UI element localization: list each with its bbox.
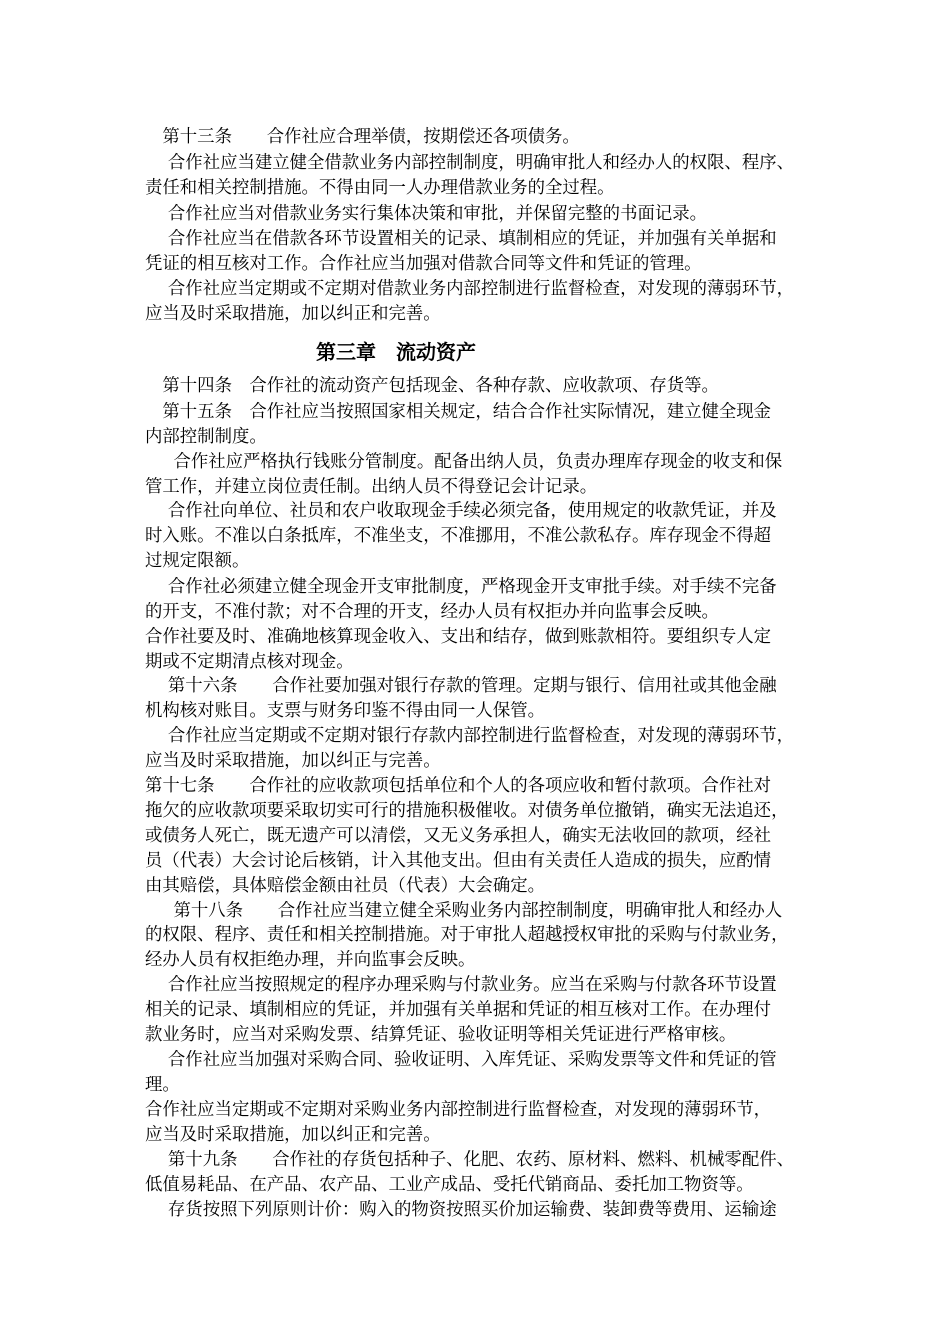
paragraph-line: 的权限、程序、责任和相关控制措施。对于审批人超越授权审批的采购与付款业务， <box>145 925 789 945</box>
paragraph-line: 第十三条 合作社应合理举债，按期偿还各项债务。 <box>145 127 580 147</box>
paragraph-line: 员（代表）大会讨论后核销，计入其他支出。但由有关责任人造成的损失，应酌情 <box>145 851 772 871</box>
paragraph-line: 合作社应当在借款各环节设置相关的记录、填制相应的凭证，并加强有关单据和 <box>145 229 777 249</box>
paragraph-line: 期或不定期清点核对现金。 <box>145 652 354 672</box>
paragraph-line: 时入账。不准以白条抵库，不准坐支，不准挪用，不准公款私存。库存现金不得超 <box>145 526 772 546</box>
paragraph-line: 应当及时采取措施，加以纠正与完善。 <box>145 751 441 771</box>
paragraph-line: 合作社应当按照规定的程序办理采购与付款业务。应当在采购与付款各环节设置 <box>145 975 777 995</box>
paragraph-line: 应当及时采取措施，加以纠正和完善。 <box>145 1125 441 1145</box>
paragraph-line: 凭证的相互核对工作。合作社应当加强对借款合同等文件和凭证的管理。 <box>145 254 702 274</box>
paragraph-line: 第十五条 合作社应当按照国家相关规定，结合合作社实际情况，建立健全现金 <box>145 402 772 422</box>
paragraph-line: 第十四条 合作社的流动资产包括现金、各种存款、应收款项、存货等。 <box>145 376 719 396</box>
paragraph-line: 拖欠的应收款项要采取切实可行的措施积极催收。对债务单位撤销，确实无法追还， <box>145 801 789 821</box>
paragraph-line: 合作社必须建立健全现金开支审批制度，严格现金开支审批手续。对手续不完备 <box>145 577 777 597</box>
paragraph-line: 合作社应严格执行钱账分管制度。配备出纳人员，负责办理库存现金的收支和保 <box>145 452 783 472</box>
paragraph-line: 合作社向单位、社员和农户收取现金手续必须完备，使用规定的收款凭证，并及 <box>145 501 777 521</box>
paragraph-line: 款业务时，应当对采购发票、结算凭证、验收证明等相关凭证进行严格审核。 <box>145 1025 737 1045</box>
paragraph-line: 第十九条 合作社的存货包括种子、化肥、农药、原材料、燃料、机械零配件、 <box>145 1150 794 1170</box>
paragraph-line: 合作社应当定期或不定期对采购业务内部控制进行监督检查，对发现的薄弱环节， <box>145 1100 772 1120</box>
paragraph-line: 管工作，并建立岗位责任制。出纳人员不得登记会计记录。 <box>145 477 598 497</box>
paragraph-line: 低值易耗品、在产品、农产品、工业产成品、受托代销商品、委托加工物资等。 <box>145 1175 754 1195</box>
paragraph-line: 第十七条 合作社的应收款项包括单位和个人的各项应收和暂付款项。合作社对 <box>145 776 772 796</box>
paragraph-line: 的开支，不准付款；对不合理的开支，经办人员有权拒办并向监事会反映。 <box>145 602 719 622</box>
paragraph-line: 合作社要及时、准确地核算现金收入、支出和结存，做到账款相符。要组织专人定 <box>145 627 772 647</box>
paragraph-line: 机构核对账目。支票与财务印鉴不得由同一人保管。 <box>145 701 545 721</box>
paragraph-line: 或债务人死亡，既无遗产可以清偿，又无义务承担人，确实无法收回的款项，经社 <box>145 826 772 846</box>
paragraph-line: 过规定限额。 <box>145 551 250 571</box>
paragraph-line: 理。 <box>145 1075 180 1095</box>
paragraph-line: 第十六条 合作社要加强对银行存款的管理。定期与银行、信用社或其他金融 <box>145 676 777 696</box>
paragraph-line: 第十八条 合作社应当建立健全采购业务内部控制制度，明确审批人和经办人 <box>145 901 783 921</box>
paragraph-line: 相关的记录、填制相应的凭证，并加强有关单据和凭证的相互核对工作。在办理付 <box>145 1000 772 1020</box>
paragraph-line: 责任和相关控制措施。不得由同一人办理借款业务的全过程。 <box>145 178 615 198</box>
paragraph-line: 合作社应当定期或不定期对银行存款内部控制进行监督检查，对发现的薄弱环节， <box>145 726 794 746</box>
paragraph-line: 存货按照下列原则计价：购入的物资按照买价加运输费、装卸费等费用、运输途 <box>145 1200 777 1220</box>
paragraph-line: 内部控制制度。 <box>145 427 267 447</box>
paragraph-line: 应当及时采取措施，加以纠正和完善。 <box>145 304 441 324</box>
paragraph-line: 合作社应当建立健全借款业务内部控制制度，明确审批人和经办人的权限、程序、 <box>145 153 794 173</box>
paragraph-line: 合作社应当加强对采购合同、验收证明、入库凭证、采购发票等文件和凭证的管 <box>145 1050 777 1070</box>
paragraph-line: 经办人员有权拒绝办理，并向监事会反映。 <box>145 950 476 970</box>
paragraph-line: 合作社应当定期或不定期对借款业务内部控制进行监督检查，对发现的薄弱环节， <box>145 279 794 299</box>
paragraph-line: 由其赔偿，具体赔偿金额由社员（代表）大会确定。 <box>145 876 545 896</box>
paragraph-line: 合作社应当对借款业务实行集体决策和审批，并保留完整的书面记录。 <box>145 204 708 224</box>
chapter-heading: 第三章 流动资产 <box>316 340 476 364</box>
